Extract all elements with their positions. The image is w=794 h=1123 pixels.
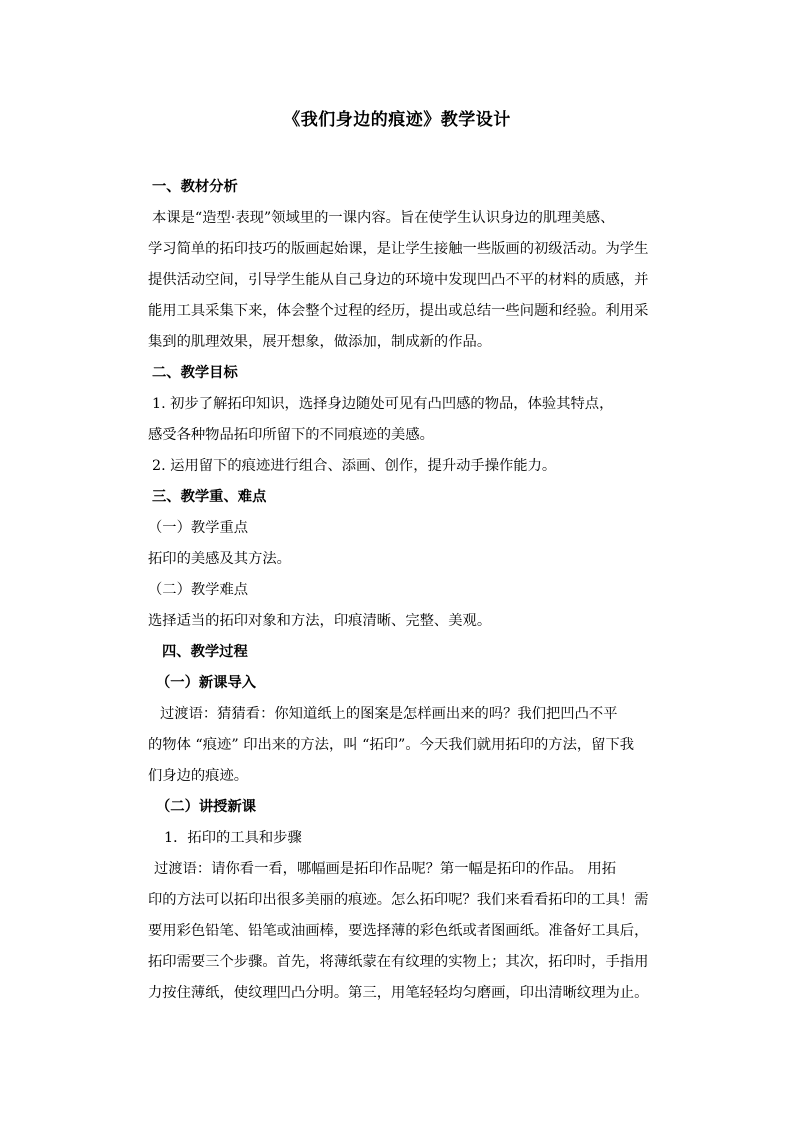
paragraph-line: 过渡语：请你看一看，哪幅画是拓印作品呢？第一幅是拓印的作品。 用拓	[154, 861, 617, 877]
paragraph-line: （二）教学难点	[148, 582, 249, 598]
paragraph-line: 拓印的美感及其方法。	[148, 551, 291, 567]
section-heading: 三、教学重、难点	[152, 489, 267, 505]
paragraph-line: 集到的肌理效果，展开想象，做添加，制成新的作品。	[148, 334, 492, 350]
paragraph-line: 们身边的痕迹。	[148, 768, 249, 784]
document-title: 《我们身边的痕迹》教学设计	[283, 110, 511, 130]
section-heading: 一、教材分析	[152, 179, 238, 195]
paragraph-line: 能用工具采集下来，体会整个过程的经历，提出或总结一些问题和经验。利用采	[148, 303, 649, 319]
paragraph-line: 1. 初步了解拓印知识，选择身边随处可见有凸凹感的物品，体验其特点，	[152, 396, 614, 412]
paragraph-line: 的物体 “痕迹” 印出来的方法，叫 “拓印”。今天我们就用拓印的方法，留下我	[148, 737, 635, 753]
paragraph-line: 拓印需要三个步骤。首先，将薄纸蒙在有纹理的实物上；其次，拓印时，手指用	[148, 954, 649, 970]
paragraph-line: 过渡语：猜猜看：你知道纸上的图案是怎样画出来的吗？我们把凹凸不平	[160, 706, 618, 722]
paragraph-line: 感受各种物品拓印所留下的不同痕迹的美感。	[148, 427, 434, 443]
paragraph-line: 选择适当的拓印对象和方法，印痕清晰、完整、美观。	[148, 613, 492, 629]
paragraph-line: 1．拓印的工具和步骤	[164, 830, 302, 846]
paragraph-line: 学习简单的拓印技巧的版画起始课，是让学生接触一些版画的初级活动。为学生	[148, 241, 649, 257]
paragraph-line: 印的方法可以拓印出很多美丽的痕迹。怎么拓印呢？我们来看看拓印的工具！需	[148, 892, 649, 908]
paragraph-line: 2. 运用留下的痕迹进行组合、添画、创作，提升动手操作能力。	[152, 458, 557, 474]
section-heading: （二）讲授新课	[156, 799, 257, 815]
paragraph-line: 本课是“造型·表现”领域里的一课内容。旨在使学生认识身边的肌理美感、	[152, 210, 615, 226]
paragraph-line: 要用彩色铅笔、铅笔或油画棒，要选择薄的彩色纸或者图画纸。准备好工具后，	[148, 923, 649, 939]
paragraph-line: 力按住薄纸，使纹理凹凸分明。第三，用笔轻轻均匀磨画，印出清晰纹理为止。	[148, 985, 649, 1001]
paragraph-line: 提供活动空间，引导学生能从自己身边的环境中发现凹凸不平的材料的质感，并	[148, 272, 649, 288]
section-heading: （一）新课导入	[156, 675, 257, 691]
section-heading: 四、教学过程	[162, 644, 248, 660]
document-body	[148, 172, 656, 1009]
paragraph-line: （一）教学重点	[148, 520, 249, 536]
section-heading: 二、教学目标	[152, 365, 238, 381]
